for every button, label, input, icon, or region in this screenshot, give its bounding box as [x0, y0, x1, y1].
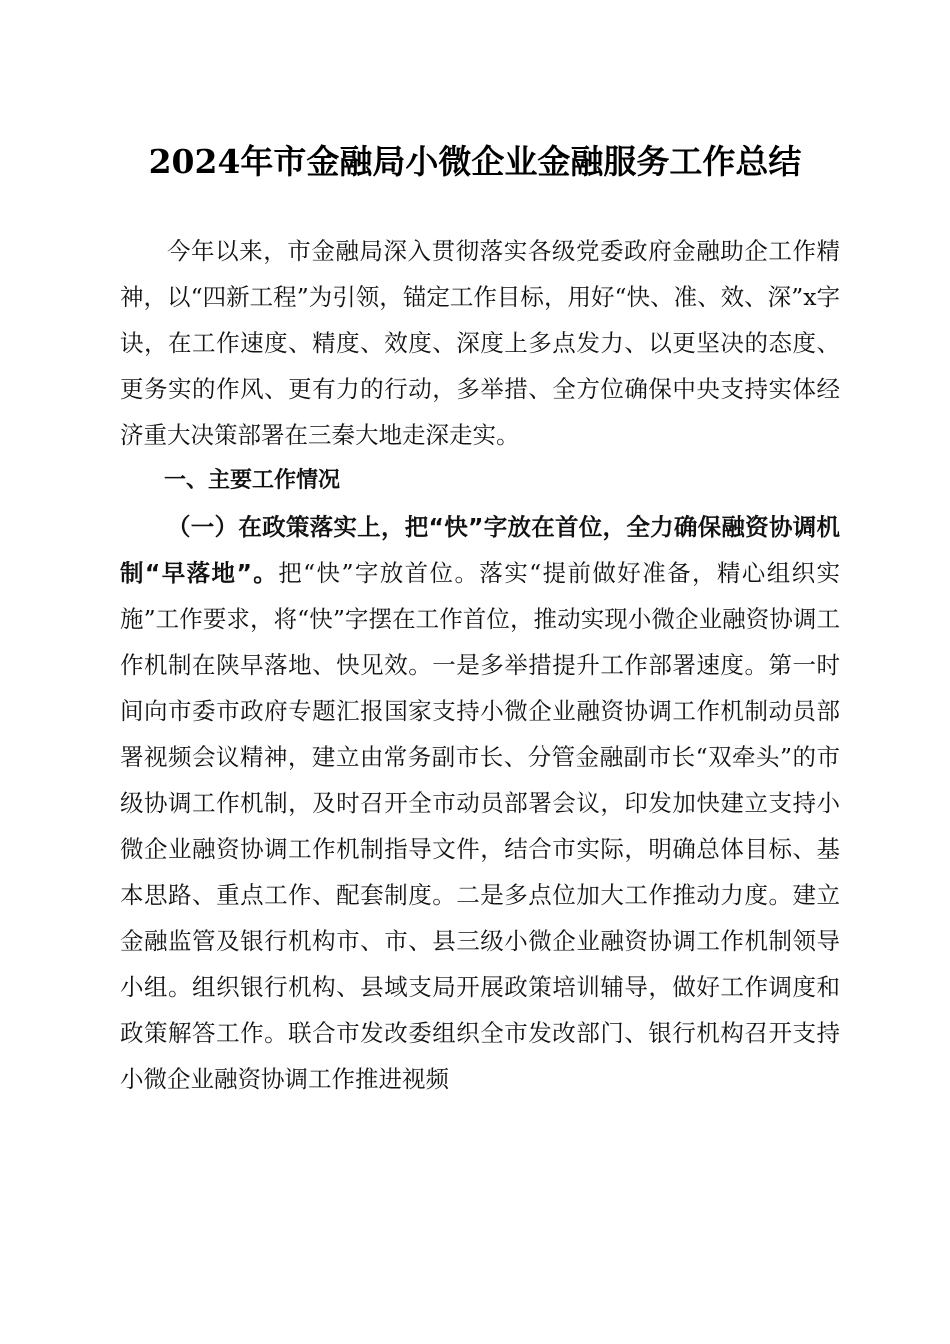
document-title: 2024年市金融局小微企业金融服务工作总结: [148, 142, 802, 181]
subsection-lead: （一）在政策落实上，把“快”字放在首位，全力确保融资协调机制“早落地”。: [120, 513, 840, 587]
intro-paragraph: 今年以来，市金融局深入贯彻落实各级党委政府金融助企工作精神，以“四新工程”为引领，锚定工作目标，用好“快、准、效、深”x字诀，在工作速度、精度、效度、深度上多点发力、以更坚决的态度、更务实的作风、更有力的行动，多举措、全方位确保中央支持实体经济重大决策部署在三秦大地走深走实。: [120, 237, 840, 449]
section-heading: 一、主要工作情况: [164, 468, 341, 493]
subsection-paragraph: [120, 504, 840, 1102]
subsection-body: 把“快”字放首位。落实“提前做好准备，精心组织实施”工作要求，将“快”字摆在工作首位，推动实现小微企业融资协调工作机制在陕早落地、快见效。一是多举措提升工作部署速度。第一时间向市委市政府专题汇报国家支持小微企业融资协调工作机制动员部署视频会议精神，建立由常务副市长、分管金融副市长“双牵头”的市级协调工作机制，及时召开全市动员部署会议，印发加快建立支持小微企业融资协调工作机制指导文件，结合市实际，明确总体目标、基本思路、重点工作、配套制度。二是多点位加大工作推动力度。建立金融监管及银行机构市、市、县三级小微企业融资协调工作机制领导小组。组织银行机构、县域支局开展政策培训辅导，做好工作调度和政策解答工作。联合市发改委组织全市发改部门、银行机构召开支持小微企业融资协调工作推进视频: [120, 559, 841, 1093]
document-body: [120, 228, 840, 1102]
